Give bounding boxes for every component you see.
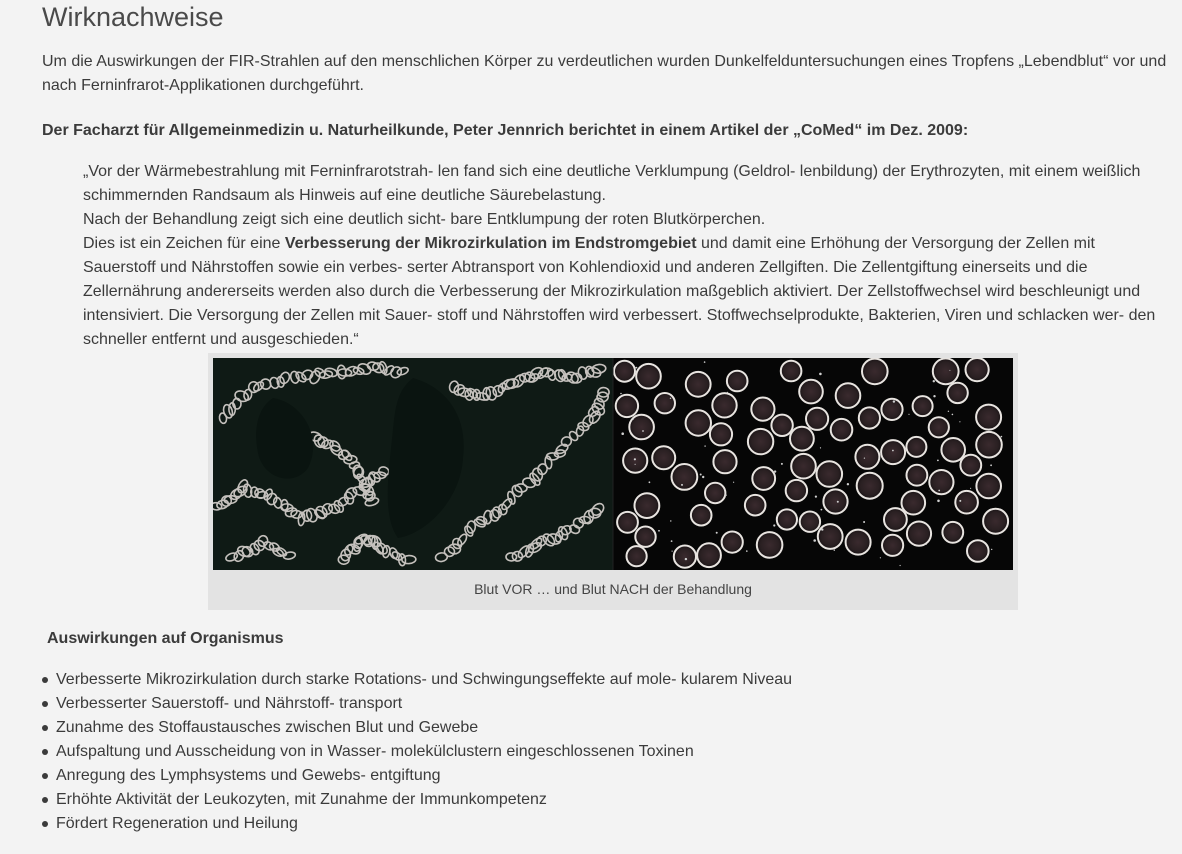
speck: [635, 464, 636, 465]
red-blood-cell: [857, 473, 883, 499]
speck: [620, 393, 622, 395]
speck: [864, 458, 865, 459]
page-title: Wirknachweise: [42, 2, 224, 32]
red-blood-cell: [722, 532, 743, 553]
speck: [847, 483, 849, 485]
speck: [725, 494, 727, 496]
red-blood-cell: [786, 480, 807, 501]
speck: [733, 482, 734, 483]
red-blood-cell: [751, 398, 774, 421]
red-blood-cell: [947, 383, 967, 403]
list-item: Aufspaltung und Ausscheidung von in Wasser- molekülclustern eingeschlossenen Toxinen: [42, 740, 792, 764]
red-blood-cell: [652, 446, 675, 469]
speck: [781, 463, 783, 465]
red-blood-cell: [627, 546, 647, 566]
speck: [834, 550, 835, 551]
red-blood-cell: [855, 445, 879, 469]
red-blood-cell: [635, 493, 660, 518]
speck: [938, 490, 940, 492]
red-blood-cell: [817, 461, 843, 487]
speck: [704, 361, 706, 363]
speck: [681, 484, 683, 486]
speck: [702, 476, 704, 478]
bullet-icon: [42, 725, 48, 731]
red-blood-cell: [635, 527, 655, 547]
red-blood-cell: [976, 432, 1002, 458]
red-blood-cell: [929, 470, 953, 494]
red-blood-cell: [941, 438, 965, 462]
blood-comparison-image: [213, 358, 1013, 570]
speck: [837, 501, 839, 503]
red-blood-cell: [672, 464, 698, 490]
quote-paragraph-2: Nach der Behandlung zeigt sich eine deutlich sicht- bare Entklumpung der roten Blutkörperchen.: [83, 211, 766, 228]
red-blood-cell: [727, 371, 748, 392]
speck: [880, 557, 881, 558]
red-blood-cell: [752, 467, 775, 490]
list-item: Verbesserter Sauerstoff- und Nährstoff- transport: [42, 692, 792, 716]
speck: [900, 565, 901, 566]
red-blood-cell: [862, 359, 888, 385]
red-blood-cell: [884, 508, 907, 531]
red-blood-cell: [710, 423, 732, 445]
red-blood-cell: [713, 450, 736, 473]
red-blood-cell: [806, 408, 828, 430]
speck: [933, 380, 935, 382]
intro-paragraph: Um die Auswirkungen der FIR-Strahlen auf den menschlichen Körper zu verdeutlichen wurden Dunkelfelduntersuchungen eines Tropfens „Lebendblut“ vor und nach Ferninfrarot-Applikationen durchgeführt.: [42, 53, 1167, 94]
red-blood-cell: [757, 532, 783, 558]
speck: [863, 521, 865, 523]
quote-emphasis: Verbesserung der Mikrozirkulation im Endstromgebiet: [284, 235, 697, 252]
speck: [991, 549, 992, 550]
red-blood-cell: [823, 489, 847, 513]
bullet-icon: [42, 701, 48, 707]
speck: [633, 419, 634, 420]
speck: [952, 414, 954, 416]
speck: [716, 532, 718, 534]
red-blood-cell: [983, 509, 1008, 534]
quote-paragraph-3: [83, 232, 1158, 352]
speck: [671, 540, 673, 542]
bullet-icon: [42, 821, 48, 827]
list-item: Erhöhte Aktivität der Leukozyten, mit Zunahme der Immunkompetenz: [42, 788, 792, 812]
red-blood-cell: [674, 546, 696, 568]
effects-title: Auswirkungen auf Organismus: [47, 630, 284, 647]
effects-list: [42, 668, 792, 836]
red-blood-cell: [697, 543, 721, 567]
quote-block: [83, 160, 1158, 352]
speck: [700, 474, 702, 476]
red-blood-cell: [913, 396, 933, 416]
red-blood-cell: [781, 361, 802, 382]
red-blood-cell: [976, 474, 1001, 499]
red-blood-cell: [712, 393, 736, 417]
red-blood-cell: [966, 358, 989, 381]
red-blood-cell: [836, 383, 861, 408]
speck: [937, 460, 939, 462]
red-blood-cell: [629, 415, 654, 440]
red-blood-cell: [691, 505, 712, 526]
speck: [670, 398, 671, 399]
speck: [649, 481, 651, 483]
red-blood-cell: [881, 440, 905, 464]
list-item: Zunahme des Stoffaustausches zwischen Blut und Gewebe: [42, 716, 792, 740]
blood-after-image: [613, 358, 1013, 570]
speck: [893, 400, 895, 402]
red-blood-cell: [790, 427, 814, 451]
red-blood-cell: [616, 395, 638, 417]
speck: [908, 414, 909, 415]
bullet-icon: [42, 773, 48, 779]
red-blood-cell: [799, 380, 823, 404]
red-blood-cell: [705, 483, 725, 503]
red-blood-cell: [907, 522, 931, 546]
source-lead: Der Facharzt für Allgemeinmedizin u. Naturheilkunde, Peter Jennrich berichtet in einem Artikel der „CoMed“ im Dez. 2009:: [42, 122, 969, 139]
speck: [727, 392, 728, 393]
red-blood-cell: [846, 530, 871, 555]
red-blood-cell: [617, 512, 638, 533]
red-blood-cell: [882, 535, 903, 556]
list-item: Fördert Regeneration und Heilung: [42, 812, 792, 836]
speck: [685, 558, 687, 560]
speck: [813, 539, 816, 542]
speck: [815, 496, 817, 498]
red-blood-cell: [686, 372, 711, 397]
red-blood-cell: [933, 358, 959, 384]
red-blood-cell: [655, 393, 675, 413]
red-blood-cell: [800, 512, 820, 532]
blood-before-image: [213, 358, 613, 570]
speck: [888, 554, 890, 556]
speck: [959, 421, 960, 422]
speck: [636, 367, 638, 369]
red-blood-cell: [942, 522, 963, 543]
speck: [704, 445, 705, 446]
speck: [621, 432, 624, 435]
red-blood-cell: [960, 455, 981, 476]
bullet-icon: [42, 797, 48, 803]
speck: [634, 458, 636, 460]
bullet-icon: [42, 749, 48, 755]
speck: [821, 509, 823, 511]
speck: [681, 545, 682, 546]
red-blood-cell: [955, 491, 978, 514]
speck: [819, 373, 822, 376]
bullet-icon: [42, 677, 48, 683]
quote-text-start: Dies ist ein Zeichen für eine: [83, 235, 285, 252]
speck: [990, 464, 992, 466]
red-blood-cell: [777, 509, 797, 529]
red-blood-cell: [686, 410, 711, 435]
red-blood-cell: [791, 454, 816, 479]
blood-comparison-figure: [208, 353, 1018, 610]
speck: [933, 395, 935, 397]
speck: [959, 500, 961, 502]
speck: [820, 447, 821, 448]
speck: [774, 470, 776, 472]
speck: [926, 544, 927, 545]
red-blood-cell: [831, 419, 853, 441]
red-blood-cell: [748, 429, 773, 454]
red-blood-cell: [881, 399, 902, 420]
red-blood-cell: [745, 495, 766, 516]
figure-caption: Blut VOR … und Blut NACH der Behandlung: [474, 581, 752, 597]
speck: [773, 524, 775, 526]
quote-paragraph-1: „Vor der Wärmebestrahlung mit Ferninfrarotstrah- len fand sich eine deutliche Verklumpung (Geldrol- lenbildung) der Erythrozyten, mit einem weißlich schimmernden Randsaum als Hinweis auf eine deutliche Säurebelastung.: [83, 163, 1141, 204]
red-blood-cell: [902, 491, 926, 515]
speck: [670, 520, 671, 521]
red-blood-cell: [636, 364, 661, 389]
quote-text-end: und damit eine Erhöhung der Versorgung der Zellen mit Sauerstoff und Nährstoffen sowie ein verbes- serter Abtransport von Kohlendioxid und anderen Zellgiften. Die Zellentgiftung einerseits und die Zellernährung andererseits werden also durch die Verbesserung der Mikrozirkulation maßgeblich aktiviert. Der Zellstoffwechsel wird beschleunigt und intensiviert. Die Versorgung der Zellen mit Sauer- stoff und Nährstoffen wird verbessert. Stoffwechselprodukte, Bakterien, Viren und schlacken wer- den schneller entfernt und ausgeschieden.“: [83, 235, 1156, 348]
red-blood-cell: [614, 361, 635, 382]
speck: [970, 488, 971, 489]
list-item: Verbesserte Mikrozirkulation durch starke Rotations- und Schwingungseffekte auf mole- kularem Niveau: [42, 668, 792, 692]
red-blood-cell: [623, 449, 647, 473]
red-blood-cell: [818, 524, 843, 549]
speck: [642, 430, 644, 432]
red-blood-cell: [967, 540, 989, 562]
speck: [948, 411, 949, 412]
speck: [1001, 436, 1003, 438]
red-blood-cell: [859, 407, 880, 428]
speck: [949, 370, 950, 371]
red-blood-cell: [907, 465, 928, 486]
speck: [672, 551, 673, 552]
speck: [746, 550, 748, 552]
red-blood-cell: [929, 417, 949, 437]
red-blood-cell: [906, 437, 926, 457]
red-blood-cell: [976, 405, 1001, 430]
list-item: Anregung des Lymphsystems und Gewebs- entgiftung: [42, 764, 792, 788]
red-blood-cell: [771, 415, 792, 436]
speck: [937, 500, 940, 503]
speck: [658, 530, 660, 532]
speck: [821, 528, 823, 530]
speck: [892, 450, 894, 452]
